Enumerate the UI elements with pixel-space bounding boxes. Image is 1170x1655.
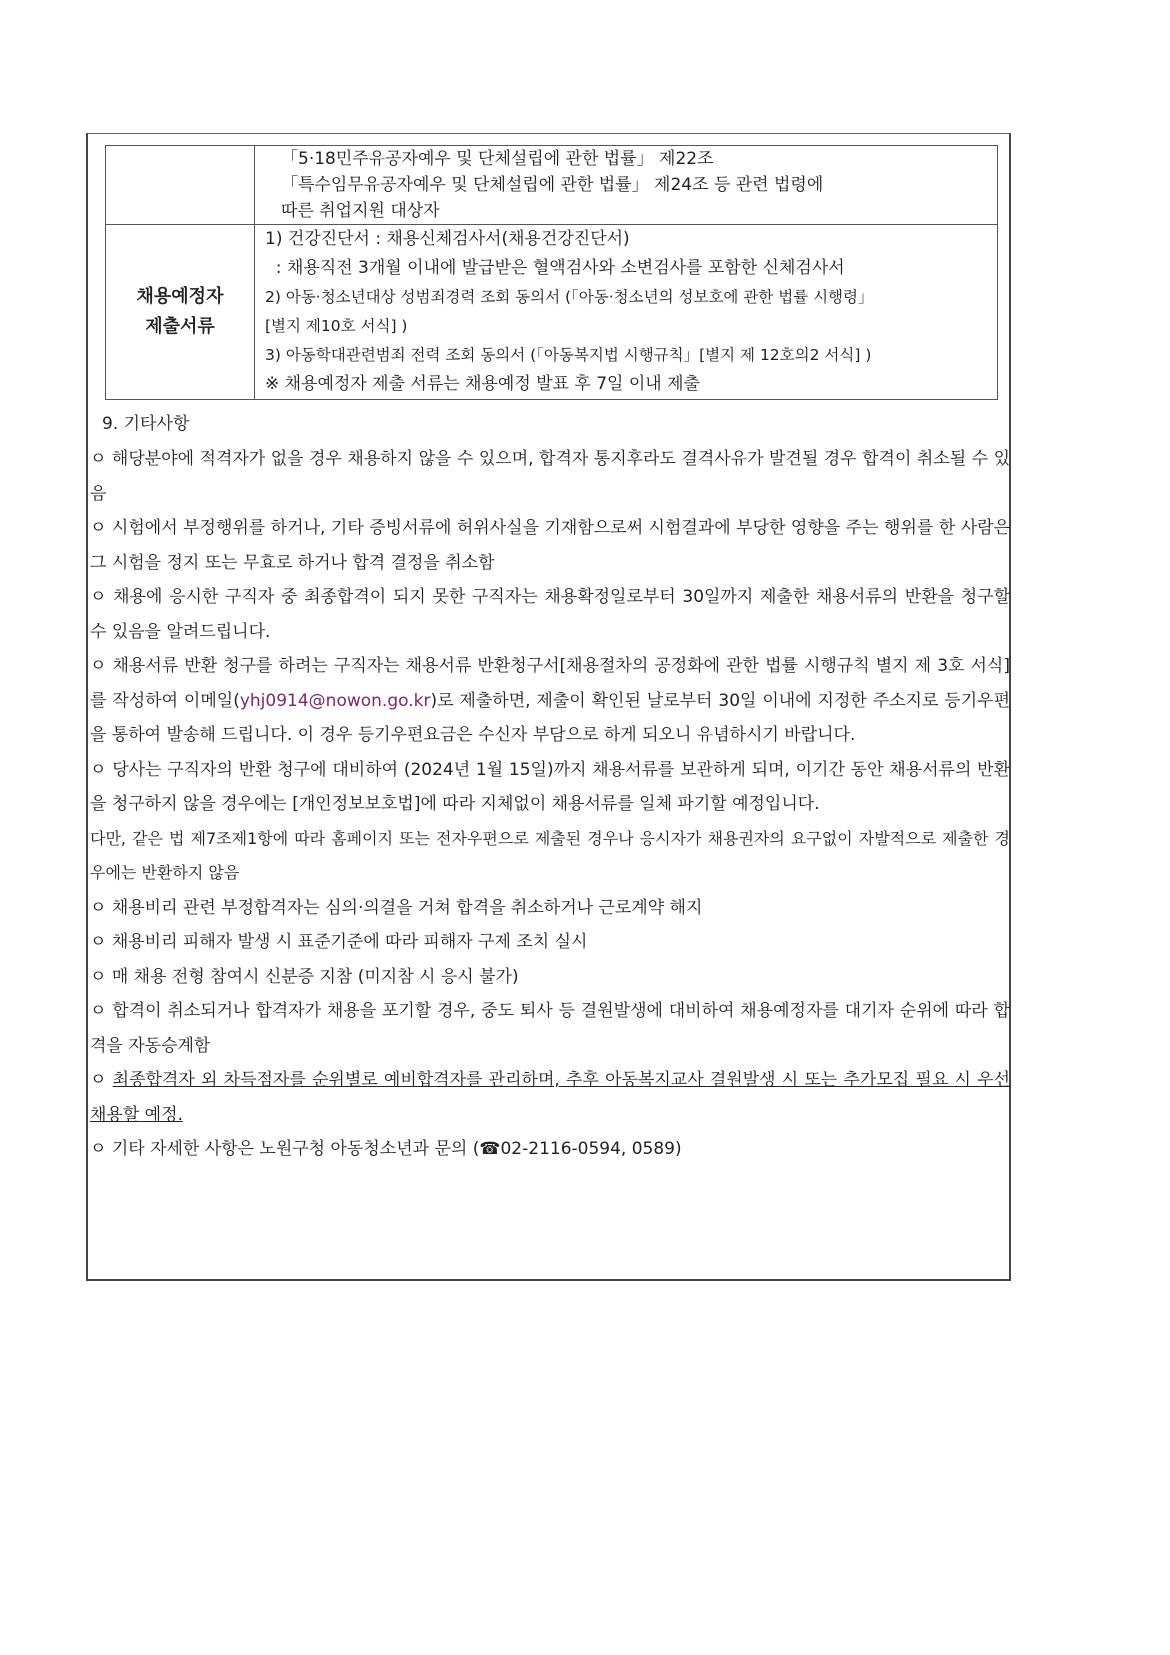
table-row [106,146,998,225]
label-line: 채용예정자 [136,286,224,307]
text-line: 「5·18민주유공자예우 및 단체설립에 관한 법률」 제22조 [281,149,714,169]
document-frame [86,133,1011,1281]
list-item: ㅇ 합격이 취소되거나 합격자가 채용을 포기할 경우, 중도 퇴사 등 결원발생에 대비하여 채용예정자를 대기자 순위에 따라 합격을 자동승계함 [90,1001,1010,1056]
text-line: 「특수임무유공자예우 및 단체설립에 관한 법률」 제24조 등 관련 법령에 [281,175,824,195]
list-item: ㅇ 시험에서 부정행위를 하거나, 기타 증빙서류에 허위사실을 기재함으로써 시험결과에 부당한 영향을 주는 행위를 한 사람은 그 시험을 정지 또는 무효로 하거나 합격 결정을 취소함 [90,518,1010,573]
list-item: ㅇ 채용비리 관련 부정합격자는 심의·의결을 거쳐 합격을 취소하거나 근로계약 해지 [90,897,703,918]
section-other-matters [88,406,1010,1167]
text-line: : 채용직전 3개월 이내에 발급받은 혈액검사와 소변검사를 포함한 신체검사서 [265,258,845,278]
row-content [255,225,998,400]
text: )로 제출하면, 제출이 확인된 날로부터 30일 이내에 지정한 주소지로 등기우편을 통하여 발송해 드립니다. 이 경우 등기우편요금은 수신자 부담으로 하게 되오니 유념하시기 바랍니다. [90,690,1010,745]
email-link[interactable]: yhj0914@nowon.go.kr [239,690,431,711]
list-item: 다만, 같은 법 제7조제1항에 따라 홈페이지 또는 전자우편으로 제출된 경우나 응시자가 채용권자의 요구없이 자발적으로 제출한 경우에는 반환하지 않음 [90,828,1010,882]
list-item-document-return [88,649,1010,753]
row-content [255,146,998,225]
row-label-documents [106,225,255,400]
list-item-reserve [88,1063,1010,1132]
list-item: ㅇ 채용에 응시한 구직자 중 최종합격이 되지 못한 구직자는 채용확정일로부터 30일까지 제출한 채용서류의 반환을 청구할 수 있음을 알려드립니다. [90,587,1010,642]
label-line: 제출서류 [145,316,215,337]
text-line: 2) 아동·청소년대상 성범죄경력 조회 동의서 (「아동·청소년의 성보호에 관한 법률 시행령」 [265,288,874,306]
list-item: ㅇ 해당분야에 적격자가 없을 경우 채용하지 않을 수 있으며, 합격자 통지후라도 결격사유가 발견될 경우 합격이 취소될 수 있음 [90,449,1010,504]
text-line: 따른 취업지원 대상자 [281,201,440,221]
text-line: 1) 건강진단서 : 채용신체검사서(채용건강진단서) [265,229,630,249]
list-item: ㅇ 채용비리 피해자 발생 시 표준기준에 따라 피해자 구제 조치 실시 [90,932,588,952]
row-label-empty [106,146,255,225]
list-item: ㅇ 매 채용 전형 참여시 신분증 지참 (미지참 시 응시 불가) [90,966,519,987]
underlined-text: 최종합격자 외 차득점자를 순위별로 예비합격자를 관리하며, 추후 아동복지교사 결원발생 시 또는 추가모집 필요 시 우선 채용할 예정. [90,1070,1010,1125]
text-line: [별지 제10호 서식] ) [265,317,408,335]
bullet: ㅇ [90,1070,113,1090]
section-title: 9. 기타사항 [102,414,190,434]
text-line: ※ 채용예정자 제출 서류는 채용예정 발표 후 7일 이내 제출 [265,374,700,394]
text: ㅇ 채용서류 반환 청구를 하려는 구직자는 채용서류 반환청구서[채용절차의 공정화에 관한 법률 시행규칙 별지 제 3호 서식]를 작성하여 이메일( [90,656,1010,711]
list-item: ㅇ 당사는 구직자의 반환 청구에 대비하여 (2024년 1월 15일)까지 채용서류를 보관하게 되며, 이기간 동안 채용서류의 반환을 청구하지 않을 경우에는 [개인정보보호법]에 따라 지체없이 채용서류를 일체 파기할 예정입니다. [90,759,1010,814]
text-line: 3) 아동학대관련범죄 전력 조회 동의서 (「아동복지법 시행규칙」[별지 제 12호의2 서식] ) [265,346,872,364]
list-item-contact: ㅇ 기타 자세한 사항은 노원구청 아동청소년과 문의 (☎02-2116-0594, 0589) [90,1139,682,1159]
table-row [106,225,998,400]
requirements-table [105,145,998,400]
